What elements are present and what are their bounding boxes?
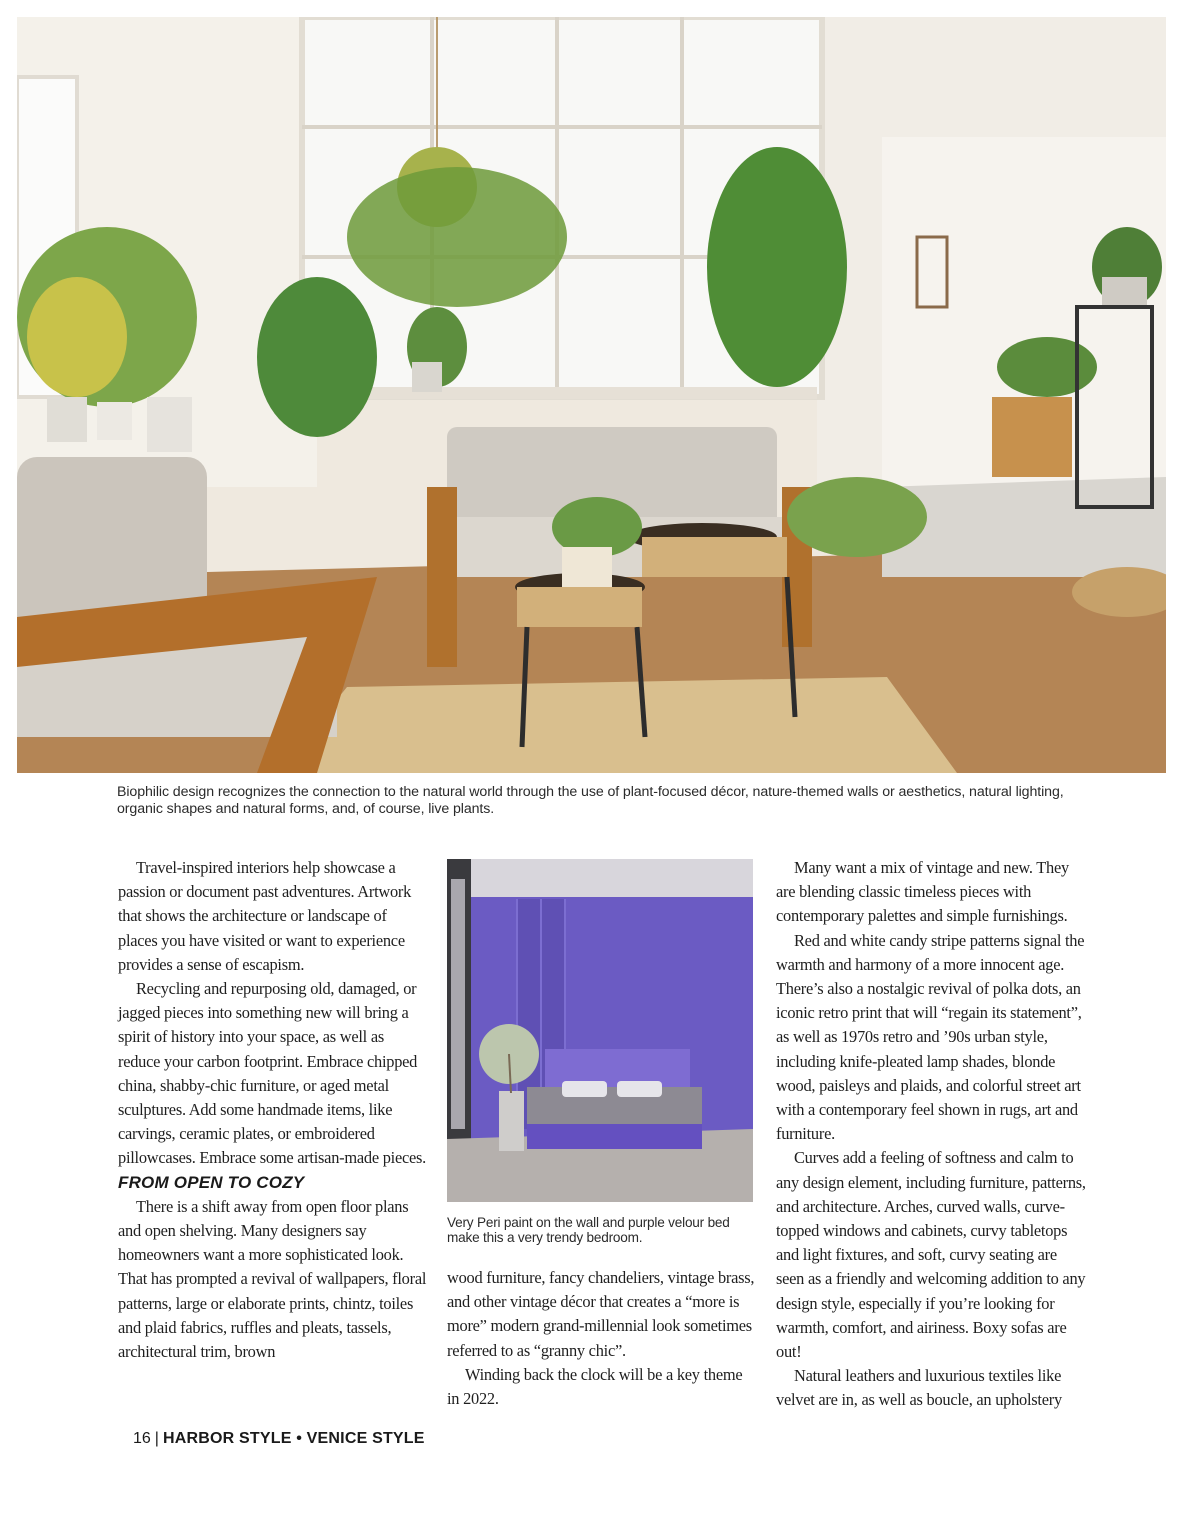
- paragraph: Red and white candy stripe patterns signal the warmth and harmony of a more innocent age. There’s also a nostalgic revival of polka dots, an iconic retro print that will “regain its statement”, as well as 1970s retro and ’90s urban style, including knife-pleated lamp shades, blonde wood, paisleys and plaids, and colorful street art with a contemporary feel shown in rugs, art and furniture.: [776, 930, 1085, 1144]
- footer-separator: |: [154, 1430, 159, 1447]
- section-subhead: FROM OPEN TO COZY: [118, 1172, 305, 1192]
- article-column-right: [776, 856, 1088, 1413]
- paragraph: Winding back the clock will be a key theme in 2022.: [447, 1364, 743, 1409]
- bedroom-illustration: [447, 859, 753, 1202]
- bedroom-photo: [447, 859, 753, 1202]
- page-footer: [133, 1430, 425, 1448]
- paragraph: Recycling and repurposing old, damaged, or jagged pieces into something new will bring a spirit of history into your space, as well as reduce your carbon footprint. Embrace chipped china, shabby-chic furniture, or aged metal sculptures. Add some handmade items, like carvings, ceramic plates, or embroidered pillowcases. Embrace some artisan-made pieces.: [118, 979, 426, 1168]
- paragraph: Natural leathers and luxurious textiles like velvet are in, as well as boucle, an upholstery: [776, 1366, 1062, 1410]
- paragraph: Travel-inspired interiors help showcase a passion or document past adventures. Artwork that shows the architecture or landscape of places you have visited or want to experience provides a sense of escapism.: [118, 858, 412, 974]
- hero-caption: Biophilic design recognizes the connection to the natural world through the use of plant-focused décor, nature-themed walls or aesthetics, natural lighting, organic shapes and natural forms, and, of course, live plants.: [117, 784, 1064, 817]
- paragraph: There is a shift away from open floor plans and open shelving. Many designers say homeowners want a more sophisticated look. That has prompted a revival of wallpapers, floral patterns, large or elaborate prints, chintz, toiles and plaid fabrics, ruffles and pleats, tassels, architectural trim, brown: [118, 1196, 427, 1362]
- paragraph: Many want a mix of vintage and new. They are blending classic timeless pieces with contemporary palettes and simple furnishings.: [776, 858, 1069, 926]
- bedroom-photo-caption: Very Peri paint on the wall and purple velour bed make this a very trendy bedroom.: [447, 1215, 730, 1245]
- publication-name: HARBOR STYLE • VENICE STYLE: [162, 1430, 425, 1447]
- hero-photo: [17, 17, 1166, 773]
- paragraph: wood furniture, fancy chandeliers, vintage brass, and other vintage décor that creates a “more is more” modern grand-millennial look sometimes referred to as “granny chic”.: [447, 1268, 755, 1360]
- article-column-left: [118, 856, 428, 1364]
- living-room-illustration: [17, 17, 1166, 773]
- page-number: 16: [133, 1430, 151, 1447]
- article-column-middle: [447, 1266, 755, 1411]
- paragraph: Curves add a feeling of softness and calm to any design element, including furniture, patterns, and architecture. Arches, curved walls, curve-topped windows and cabinets, curvy tabletops and light fixtures, and soft, curvy seating are seen as a friendly and welcoming addition to any design style, especially if you’re looking for warmth, comfort, and airiness. Boxy sofas are out!: [776, 1148, 1086, 1362]
